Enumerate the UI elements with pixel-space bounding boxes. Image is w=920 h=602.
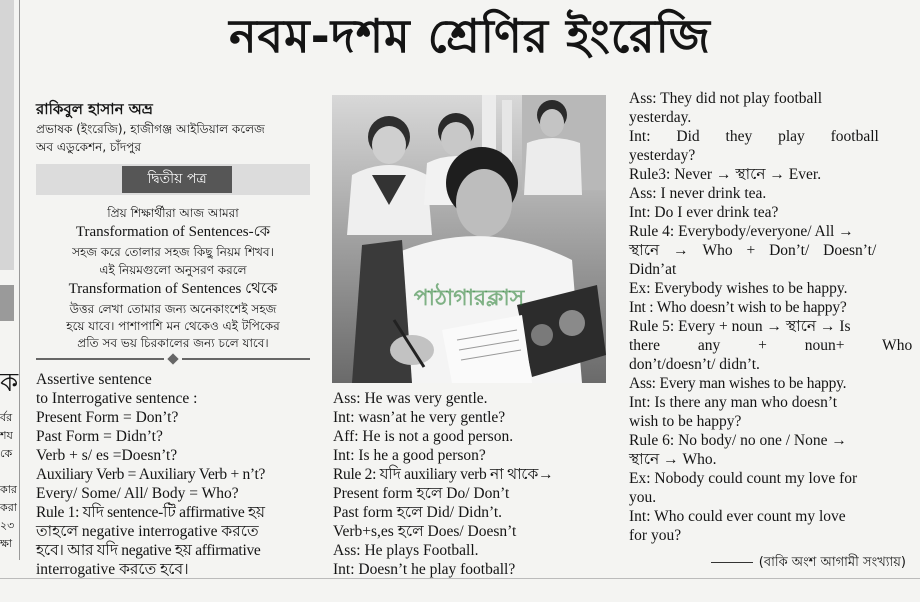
intro-line: উত্তর লেখা তোমার জন্য অনেকাংশেই সহজ — [69, 301, 277, 316]
text-line: Int: wasn’at he very gentle? — [333, 409, 506, 426]
text-line: Rule 5: Every + noun → স্থানে → Is — [629, 318, 851, 335]
photo-watermark: পাঠাগারক্লাস — [413, 286, 525, 311]
section-label: দ্বিতীয় পত্র — [122, 166, 232, 193]
text-line: Every/ Some/ All/ Body = Who? — [36, 485, 239, 502]
intro-line: প্রিয় শিক্ষার্থীরা আজ আমরা — [107, 206, 239, 220]
text-line: Int: Is he a good person? — [333, 447, 486, 464]
photo-illustration — [332, 95, 606, 383]
separator-rule — [36, 358, 164, 360]
text-line: স্থানে → Who. — [629, 451, 717, 468]
separator-diamond — [167, 353, 178, 364]
author-designation: প্রভাষক (ইংরেজি), হাজীগঞ্জ আইডিয়াল কলেজ — [36, 121, 265, 136]
classroom-photo — [332, 95, 606, 383]
column-2 — [333, 389, 605, 579]
previous-article-fragment: কে — [0, 447, 13, 460]
text-line: Ass: He was very gentle. — [333, 390, 488, 407]
intro-line: প্রতি সব ভয় চিরকালের জন্য চলে যাবে। — [77, 336, 269, 351]
text-line: Verb+s,es হলে Does/ Doesn’t — [333, 523, 517, 540]
intro-line: Transformation of Sentences-কে — [75, 224, 271, 241]
text-line: Ass: He plays Football. — [333, 542, 479, 559]
text-line: to Interrogative sentence : — [36, 390, 198, 407]
column-1 — [36, 370, 310, 579]
text-line: Int: Is there any man who doesn’t — [629, 394, 838, 411]
text-line: Verb + s/ es =Doesn’t? — [36, 447, 178, 464]
text-line: Ass: Every man wishes to be happy. — [629, 375, 847, 392]
text-line: Aff: He is not a good person. — [333, 428, 514, 445]
text-line: for you? — [629, 527, 682, 544]
text-line: yesterday. — [629, 109, 692, 126]
byline — [36, 100, 316, 156]
ornament-separator — [36, 358, 310, 360]
text-line: Rule 1: যদি sentence-টি affirmative হয় — [36, 504, 265, 521]
text-line: Ex: Nobody could count my love for — [629, 470, 858, 487]
text-line: Int: Did they play football — [629, 128, 879, 145]
intro-line: Transformation of Sentences থেকে — [68, 280, 278, 297]
text-line: Rule 4: Everybody/everyone/ All → — [629, 223, 854, 240]
intro-line: সহজ করে তোলার সহজ কিছু নিয়ম শিখব। — [72, 245, 274, 260]
text-line: Past Form = Didn’t? — [36, 428, 163, 445]
intro-line: হয়ে যাবে। পাশাপাশি মন থেকেও এই টপিকের — [66, 319, 280, 334]
text-line: Rule 2: যদি auxiliary verb না থাকে→ — [333, 466, 554, 483]
text-line: Int: Do I ever drink tea? — [629, 204, 779, 221]
text-line: Present Form = Don’t? — [36, 409, 179, 426]
previous-article-fragment: করা — [0, 501, 17, 514]
text-line: Rule3: Never → স্থানে → Ever. — [629, 166, 822, 183]
page-bottom-rule — [0, 578, 920, 579]
author-name: রাকিবুল হাসান অভ্র — [36, 100, 153, 118]
page-title: নবম-দশম শ্রেণির ইংরেজি — [229, 9, 711, 63]
text-line: wish to be happy? — [629, 413, 742, 430]
text-line: Auxiliary Verb = Auxiliary Verb + n’t? — [36, 466, 266, 483]
text-line: Present form হলে Do/ Don’t — [333, 485, 510, 502]
text-line: Ass: They did not play football — [629, 90, 823, 107]
text-line: Didn’at — [629, 261, 677, 278]
text-line: Rule 6: No body/ no one / None → — [629, 432, 847, 449]
continued-note — [690, 553, 906, 574]
text-line: Past form হলে Did/ Didn’t. — [333, 504, 503, 521]
text-line: yesterday? — [629, 147, 696, 164]
section-banner — [36, 164, 310, 195]
previous-article-fragment: কার — [0, 483, 17, 496]
previous-article-heading: ক — [0, 368, 19, 398]
note-dash — [711, 562, 753, 563]
previous-article-fragment: র্বর — [0, 411, 13, 424]
text-line: Ex: Everybody wishes to be happy. — [629, 280, 848, 297]
column-3 — [629, 89, 913, 545]
intro-paragraph — [36, 205, 310, 353]
text-line: Int: Doesn’t he play football? — [333, 561, 516, 578]
text-line: Ass: I never drink tea. — [629, 185, 767, 202]
text-line: হবে। আর যদি negative হয় affirmative — [36, 542, 261, 559]
author-institution: অব এডুকেশন, চাঁদপুর — [36, 139, 141, 154]
previous-article-block — [0, 285, 14, 321]
previous-article-fragment: ২৩ — [0, 519, 15, 532]
previous-article-fragment: ক্ষা — [0, 537, 13, 550]
continued-note-text: (বাকি অংশ আগামী সংখ্যায়) — [758, 555, 906, 570]
separator-rule — [182, 358, 310, 360]
text-line: Int : Who doesn’t wish to be happy? — [629, 299, 847, 316]
text-line: interrogative করতে হবে। — [36, 561, 189, 578]
text-line: Assertive sentence — [36, 371, 152, 388]
text-line: you. — [629, 489, 657, 506]
text-line: স্থানে → Who + Don’t/ Doesn’t/ — [629, 242, 877, 259]
previous-article-fragment: শয — [0, 429, 13, 442]
previous-article-shade — [0, 0, 14, 270]
previous-article-column — [0, 0, 20, 560]
text-line: তাহলে negative interrogative করতে — [36, 523, 259, 540]
text-line: Int: Who could ever count my love — [629, 508, 846, 525]
text-line: don’t/doesn’t/ didn’t. — [629, 356, 760, 373]
text-line: there any + noun+ Who — [629, 337, 913, 354]
intro-line: এই নিয়মগুলো অনুসরণ করলে — [99, 262, 247, 277]
